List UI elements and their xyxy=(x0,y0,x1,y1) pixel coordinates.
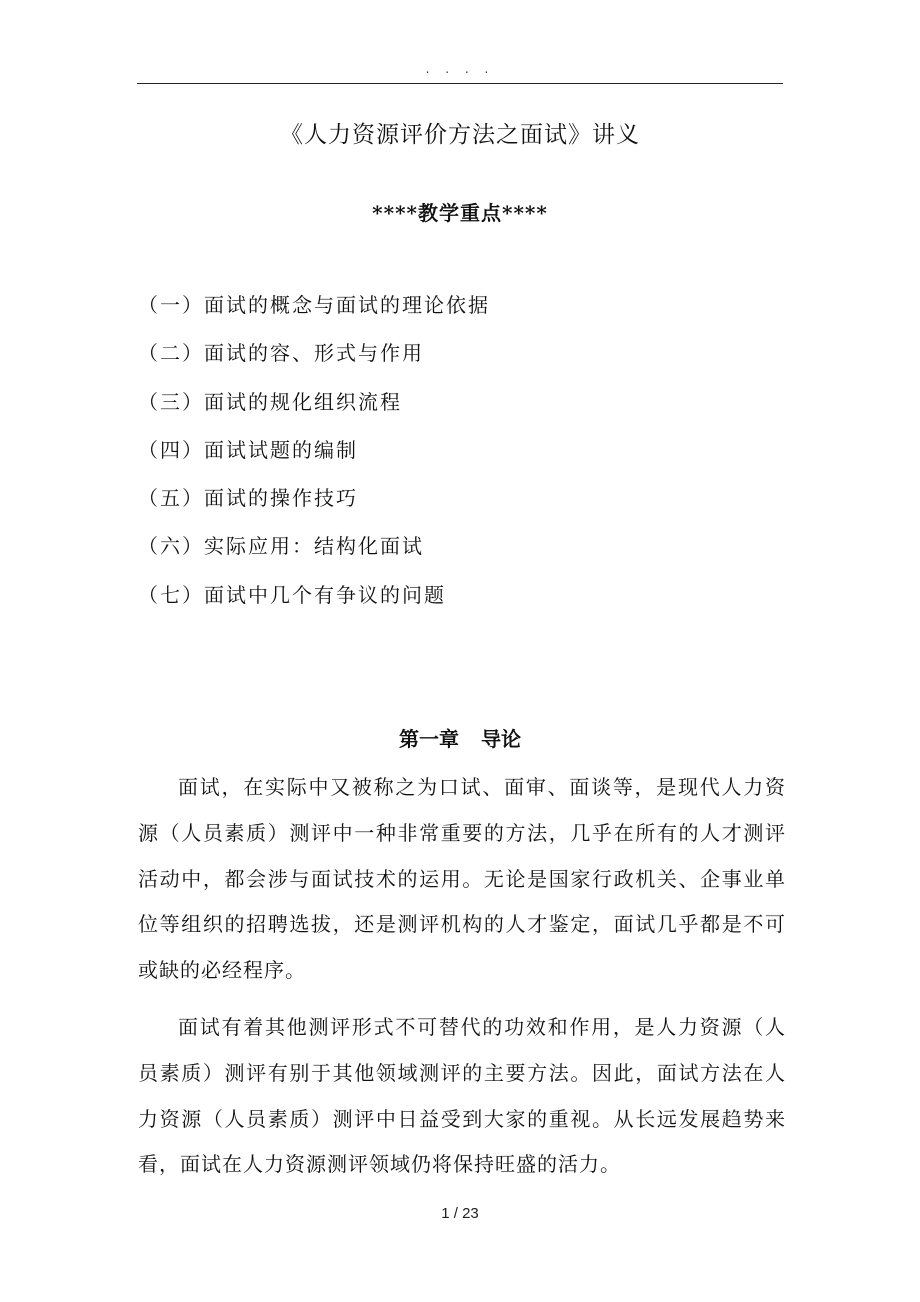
document-title: 《人力资源评价方法之面试》讲义 xyxy=(280,122,640,148)
chapter-heading xyxy=(0,723,920,752)
list-item: （四）面试试题的编制 xyxy=(138,437,358,462)
page-number: 1 / 23 xyxy=(441,1205,479,1222)
list-item: （三）面试的规化组织流程 xyxy=(138,389,402,414)
header-rule xyxy=(137,83,783,84)
teaching-focus-list xyxy=(138,288,490,626)
list-item: （一）面试的概念与面试的理论依据 xyxy=(138,293,490,317)
list-item: （六）实际应用：结构化面试 xyxy=(138,534,424,559)
teaching-focus-heading: ****教学重点**** xyxy=(372,201,548,225)
list-item: （二）面试的容、形式与作用 xyxy=(138,341,424,366)
list-item: （五）面试的操作技巧 xyxy=(138,486,358,511)
chapter-number: 第一章 xyxy=(399,727,459,751)
body-paragraph: 面试，在实际中又被称之为口试、面审、面谈等，是现代人力资源（人员素质）测评中一种非常重要的方法，几乎在所有的人才测评活动中，都会涉与面试技术的运用。无论是国家行政机关、企事业单位等组织的招聘选拔，还是测评机构的人才鉴定，面试几乎都是不可或缺的必经程序。 xyxy=(138,775,786,983)
chapter-name: 导论 xyxy=(481,727,521,751)
list-item: （七）面试中几个有争议的问题 xyxy=(138,582,446,607)
header-dots: . . . . xyxy=(425,62,495,76)
body-paragraph: 面试有着其他测评形式不可替代的功效和作用，是人力资源（人员素质）测评有别于其他领域测评的主要方法。因此，面试方法在人力资源（人员素质）测评中日益受到大家的重视。从长远发展趋势来看，面试在人力资源测评领域仍将保持旺盛的活力。 xyxy=(138,1015,786,1177)
